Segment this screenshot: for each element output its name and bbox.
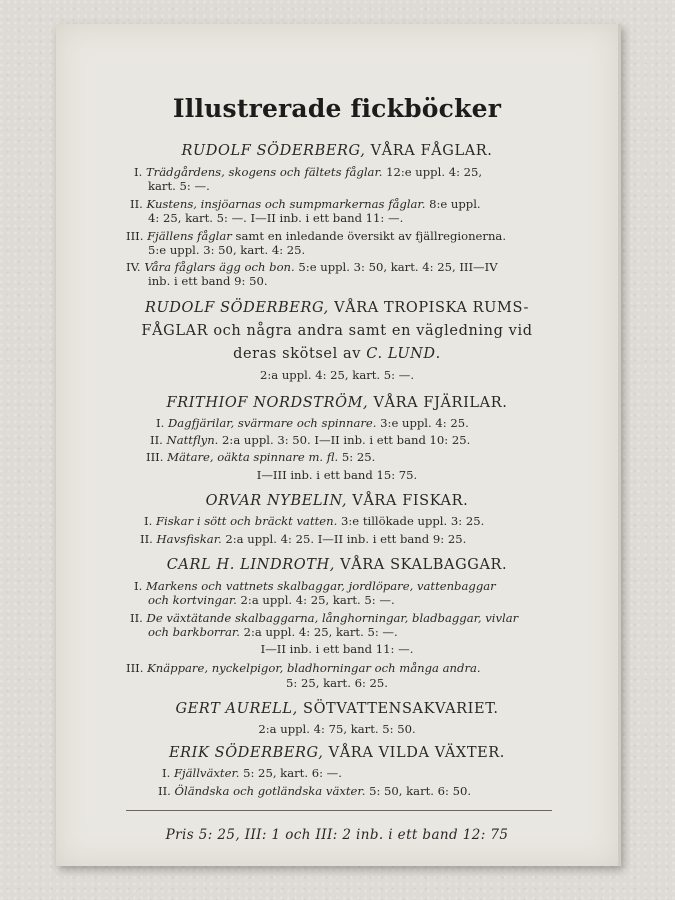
list-item: och kortvingar. 2:a uppl. 4: 25, kart. 5: —. — [148, 593, 395, 607]
list-item: III. Fjällens fåglar samt en inledande översikt av fjällregionerna. — [126, 229, 507, 243]
book-title: SÖTVATTENSAKVARIET. — [303, 701, 499, 717]
edition-info: 2:a uppl. 4: 75, kart. 5: 50. — [258, 722, 416, 736]
book-title: VÅRA VILDA VÄXTER. — [328, 745, 505, 761]
author-name: C. LUND — [366, 346, 436, 362]
edition-info: I—II inb. i ett band 11: —. — [260, 642, 414, 656]
list-item: I. Trädgårdens, skogens och fältets fåglar. 12:e uppl. 4: 25, — [134, 165, 483, 179]
section-heading — [56, 394, 618, 412]
section-heading-line: FÅGLAR och några andra samt en vägledning vid — [141, 323, 533, 339]
list-item: inb. i ett band 9: 50. — [148, 274, 268, 288]
list-item: I. Fjällväxter. 5: 25, kart. 6: —. — [162, 766, 342, 780]
author-name: RUDOLF SÖDERBERG, — [144, 300, 329, 316]
list-item: III. Knäppare, nyckelpigor, bladhorningar och många andra. — [126, 661, 481, 675]
list-item: och barkborrar. 2:a uppl. 4: 25, kart. 5: —. — [148, 625, 398, 639]
list-item: II. Öländska och gotländska växter. 5: 50, kart. 6: 50. — [158, 784, 472, 798]
list-item: 4: 25, kart. 5: —. I—II inb. i ett band 11: —. — [148, 211, 404, 225]
author-name: RUDOLF SÖDERBERG, — [181, 143, 366, 159]
author-name: CARL H. LINDROTH, — [166, 557, 335, 573]
author-name: FRITHIOF NORDSTRÖM, — [166, 395, 369, 411]
list-item: II. Nattflyn. 2:a uppl. 3: 50. I—II inb. i ett band 10: 25. — [150, 433, 471, 447]
book-title: VÅRA FÅGLAR. — [370, 143, 493, 159]
section-heading — [56, 492, 618, 510]
page-title: Illustrerade fickböcker — [172, 94, 502, 123]
edition-info: I—III inb. i ett band 15: 75. — [256, 468, 418, 482]
book-title: VÅRA FJÄRILAR. — [373, 395, 508, 411]
list-item: IV. Våra fåglars ägg och bon. 5:e uppl. 3: 50, kart. 4: 25, III—IV — [126, 260, 498, 274]
author-name: GERT AURELL, — [175, 701, 298, 717]
list-item: I. Markens och vattnets skalbaggar, jordlöpare, vattenbaggar — [134, 579, 496, 593]
section-heading-line: deras skötsel av C. LUND. — [233, 346, 441, 362]
list-item: 5:e uppl. 3: 50, kart. 4: 25. — [148, 243, 306, 257]
section-heading — [56, 556, 618, 574]
list-item: I. Dagfjärilar, svärmare och spinnare. 3:e uppl. 4: 25. — [156, 416, 469, 430]
section-heading — [56, 142, 618, 160]
book-title: VÅRA FISKAR. — [352, 493, 469, 509]
list-item: II. Kustens, insjöarnas och sumpmarkernas fåglar. 8:e uppl. — [130, 197, 481, 211]
author-name: ERIK SÖDERBERG, — [168, 745, 324, 761]
list-item: II. Havsfiskar. 2:a uppl. 4: 25. I—II inb. i ett band 9: 25. — [140, 532, 467, 546]
list-item: II. De växtätande skalbaggarna, långhorningar, bladbaggar, vivlar — [130, 611, 519, 625]
section-heading — [56, 700, 618, 718]
book-back-cover — [56, 24, 621, 866]
list-item: I. Fiskar i sött och bräckt vatten. 3:e tillökade uppl. 3: 25. — [144, 514, 485, 528]
book-title: VÅRA SKALBAGGAR. — [340, 557, 508, 573]
edition-info: 5: 25, kart. 6: 25. — [285, 676, 388, 690]
edition-info: 2:a uppl. 4: 25, kart. 5: —. — [259, 368, 415, 382]
price-line: Pris 5: 25, III: 1 och III: 2 inb. i ett band 12: 75 — [165, 827, 509, 843]
section-heading — [56, 744, 618, 762]
author-name: ORVAR NYBELIN, — [205, 493, 348, 509]
list-item: III. Mätare, oäkta spinnare m. fl. 5: 25. — [146, 450, 376, 464]
section-heading: RUDOLF SÖDERBERG, VÅRA TROPISKA RUMS- — [144, 300, 530, 316]
list-item: kart. 5: —. — [148, 179, 210, 193]
divider — [126, 810, 552, 811]
